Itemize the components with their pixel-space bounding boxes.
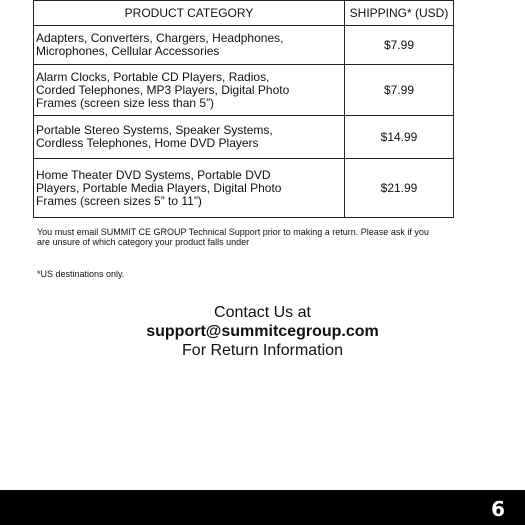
category-line: Frames (screen sizes 5” to 11”)	[36, 193, 202, 208]
contact-heading: Contact Us at	[214, 304, 311, 321]
contact-block	[0, 303, 525, 360]
table-row	[34, 26, 454, 65]
category-cell	[34, 65, 345, 116]
shipping-price: $7.99	[345, 65, 454, 116]
category-line: Portable Stereo Systems, Speaker Systems,	[36, 123, 273, 137]
category-line: Alarm Clocks, Portable CD Players, Radios,	[36, 69, 270, 84]
category-cell	[34, 116, 345, 159]
table-row	[34, 116, 454, 159]
table-row	[34, 159, 454, 218]
shipping-price: $7.99	[345, 26, 454, 65]
category-line: Microphones, Cellular Accessories	[36, 44, 220, 58]
table-header-row	[34, 1, 454, 26]
header-product-category: PRODUCT CATEGORY	[34, 1, 345, 26]
category-cell	[34, 26, 345, 65]
shipping-price: $14.99	[345, 116, 454, 159]
category-line: Cordless Telephones, Home DVD Players	[36, 136, 259, 150]
category-line: Adapters, Converters, Chargers, Headphones,	[36, 31, 284, 45]
support-email: support@summitcegroup.com	[146, 323, 379, 340]
category-line: Players, Portable Media Players, Digital Photo	[36, 180, 282, 195]
footer-bar	[0, 490, 525, 525]
shipping-rate-table	[33, 0, 454, 218]
us-destinations-footnote: *US destinations only.	[37, 269, 125, 279]
contact-subtext: For Return Information	[182, 342, 343, 359]
shipping-price: $21.99	[345, 159, 454, 218]
note-line: are unsure of which category your product falls under	[37, 237, 250, 247]
return-email-note	[37, 227, 497, 247]
note-line: You must email SUMMIT CE GROUP Technical Support prior to making a return. Please ask if you	[37, 227, 429, 237]
table-row	[34, 65, 454, 116]
category-line: Corded Telephones, MP3 Players, Digital Photo	[36, 82, 290, 97]
page-number: 6	[491, 497, 505, 521]
category-line: Home Theater DVD Systems, Portable DVD	[36, 167, 271, 182]
header-shipping-usd: SHIPPING* (USD)	[345, 1, 454, 26]
category-cell	[34, 159, 345, 218]
category-line: Frames (screen size less than 5”)	[36, 95, 215, 110]
